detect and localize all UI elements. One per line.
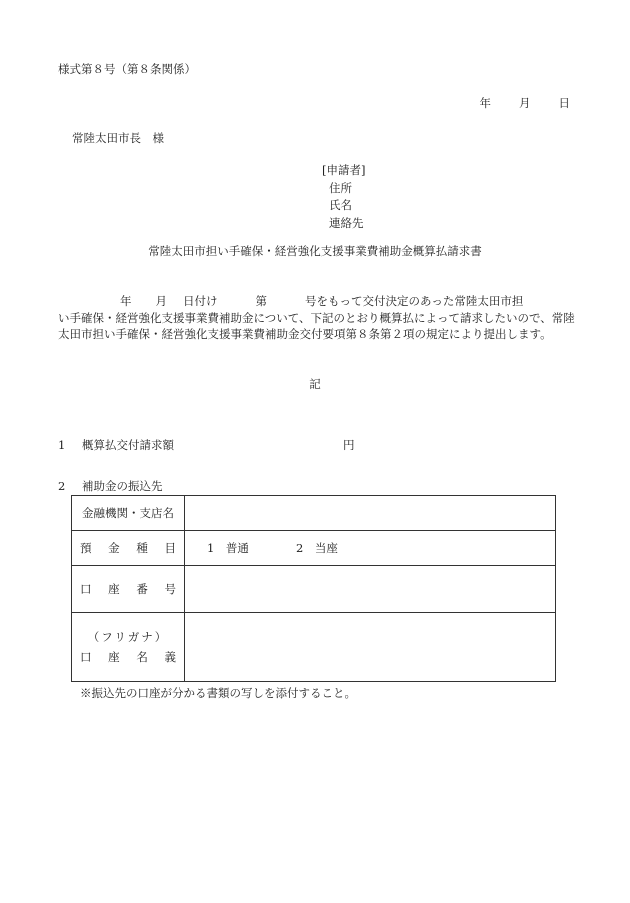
applicant-name-label: 氏名 [329, 198, 352, 212]
date-year: 年 [479, 96, 491, 110]
body-dai: 第 [255, 294, 267, 308]
applicant-block [322, 162, 365, 232]
deposit-type-label: 預 金 種 目 [72, 531, 185, 566]
body-first-line-tail: 号をもって交付決定のあった常陸太田市担 [305, 294, 524, 308]
applicant-contact-label: 連絡先 [329, 215, 364, 230]
body-date-suffix: 日付け [183, 294, 218, 308]
document-title: 常陸太田市担い手確保・経営強化支援事業費補助金概算払請求書 [148, 244, 482, 258]
item2-label: 補助金の振込先 [82, 479, 163, 493]
attachment-note: ※振込先の口座が分かる書類の写しを添付すること。 [80, 686, 356, 700]
deposit-type-options [185, 531, 556, 566]
bank-branch-label: 金融機関・支店名 [72, 496, 185, 531]
date-month: 月 [519, 96, 531, 110]
account-number-label: 口 座 番 号 [72, 566, 185, 613]
applicant-heading: [申請者] [322, 163, 366, 177]
body-rest: い手確保・経営強化支援事業費補助金について、下記のとおり概算払によって請求したいので、常陸太田市担い手確保・経営強化支援事業費補助金交付要項第８条第２項の規定により提出します。 [58, 310, 575, 341]
form-number: 様式第８号（第８条関係） [58, 62, 196, 76]
table-row-account-number [72, 566, 556, 613]
account-holder-kana-label: （フリガナ） [87, 629, 169, 644]
account-holder-value [185, 613, 556, 682]
item1-label: 概算払交付請求額 [82, 438, 174, 452]
addressee: 常陸太田市長 様 [72, 131, 164, 145]
body-month: 月 [155, 294, 167, 308]
deposit-option-current: 2 当座 [296, 540, 338, 555]
ki-heading: 記 [309, 377, 321, 391]
date-day: 日 [558, 96, 570, 110]
item2-number: 2 [58, 479, 66, 493]
deposit-option-ordinary: 1 普通 [207, 540, 249, 555]
bank-account-table [71, 495, 556, 682]
item1-number: 1 [58, 438, 66, 452]
body-first-line [58, 293, 578, 310]
account-number-value [185, 566, 556, 613]
item2-transfer-destination [58, 479, 163, 493]
table-row-bank [72, 496, 556, 531]
account-holder-label: （フリガナ） 口 座 名 義 [72, 613, 185, 682]
date-line [480, 96, 571, 110]
table-row-account-holder [72, 613, 556, 682]
applicant-address-label: 住所 [329, 180, 352, 195]
item1-yen-unit: 円 [343, 438, 355, 452]
item1-request-amount [58, 438, 174, 452]
bank-branch-value [185, 496, 556, 531]
body-year: 年 [120, 294, 132, 308]
table-row-deposit-type [72, 531, 556, 566]
body-paragraph [58, 293, 578, 343]
